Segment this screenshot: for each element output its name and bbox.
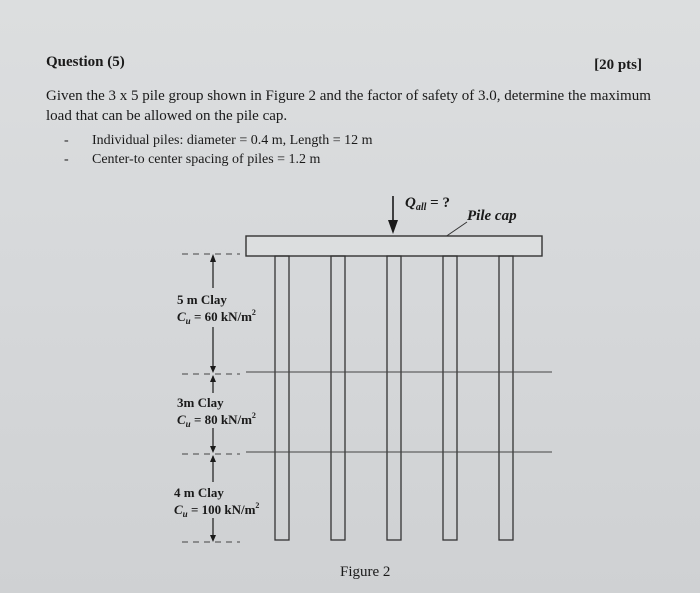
layer2-cu: $C_u = 80$ $kN/m^2$ <box>177 411 256 429</box>
load-arrow <box>388 196 398 234</box>
question-body: Given the 3 x 5 pile group shown in Figure 2 and the factor of safety of 3.0, determine the maximum load that can be allowed on the pile cap. <box>46 88 651 124</box>
pile-dimensions-text: Individual piles: diameter = 0.4 m, Length = 12 m <box>92 133 373 148</box>
pile <box>331 256 345 540</box>
layer2-thickness: 3m Clay <box>177 395 224 410</box>
layer3-cu: $C_u = 100$ $kN/m^2$ <box>174 501 260 519</box>
question-points: [20 pts] <box>594 57 642 73</box>
pile <box>443 256 457 540</box>
pile <box>499 256 513 540</box>
pile <box>387 256 401 540</box>
pile-spacing-text: Center-to center spacing of piles = 1.2 m <box>92 152 321 167</box>
load-subscript: all <box>415 202 427 213</box>
bullet-dash: - <box>64 152 69 167</box>
load-suffix: = ? <box>426 195 450 211</box>
load-symbol: Q <box>405 195 416 211</box>
load-label <box>405 195 450 213</box>
piles <box>275 256 513 540</box>
pile-cap-label: Pile cap <box>467 208 517 224</box>
figure-caption: Figure 2 <box>340 564 391 580</box>
question-title: Question (5) <box>46 54 125 70</box>
pile <box>275 256 289 540</box>
layer3-thickness: 4 m Clay <box>174 485 224 500</box>
layer1-thickness: 5 m Clay <box>177 292 227 307</box>
bullet-dash: - <box>64 133 69 148</box>
layer1-cu: $C_u = 60$ $kN/m^2$ <box>177 308 256 326</box>
pile-cap <box>246 236 542 256</box>
